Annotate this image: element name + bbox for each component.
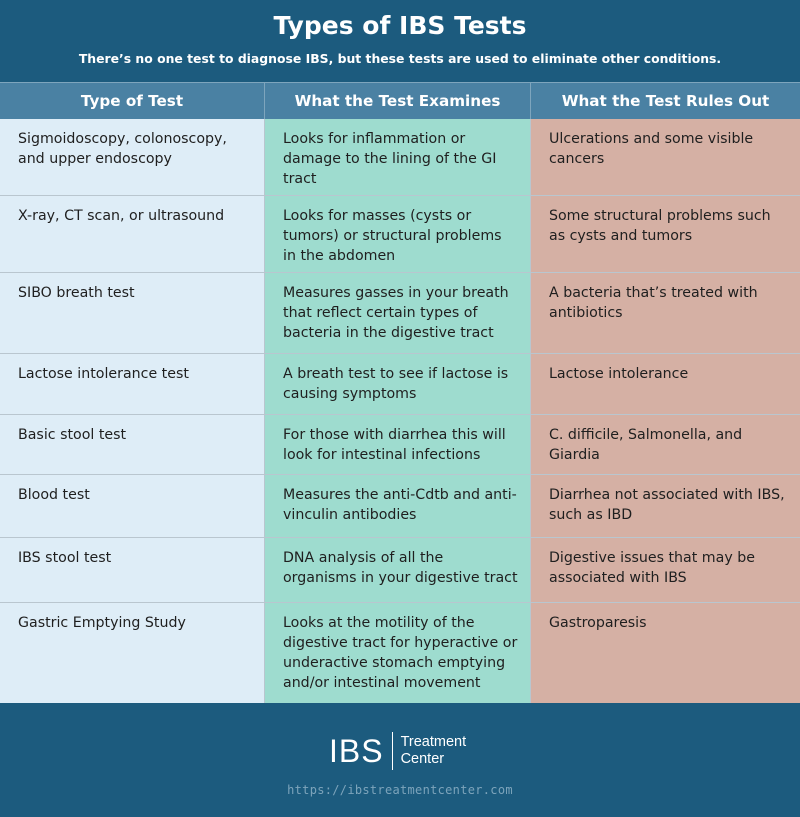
examines-cell: DNA analysis of all the organisms in your digestive tract bbox=[265, 538, 531, 602]
logo-line-treatment: Treatment bbox=[400, 734, 467, 750]
table-row bbox=[0, 196, 800, 273]
table-row bbox=[0, 273, 800, 354]
examines-cell: A breath test to see if lactose is causing symptoms bbox=[265, 354, 531, 414]
test-type-cell: IBS stool test bbox=[0, 538, 265, 602]
table-row bbox=[0, 475, 800, 538]
rules-out-cell: Diarrhea not associated with IBS, such as IBD bbox=[531, 475, 800, 537]
column-header-type: Type of Test bbox=[0, 83, 265, 119]
table-row bbox=[0, 415, 800, 475]
table-row bbox=[0, 354, 800, 415]
rules-out-cell: A bacteria that’s treated with antibiotics bbox=[531, 273, 800, 353]
footer bbox=[0, 703, 800, 817]
table-header-row bbox=[0, 82, 800, 119]
examines-cell: Measures gasses in your breath that reflect certain types of bacteria in the digestive tract bbox=[265, 273, 531, 353]
examines-cell: For those with diarrhea this will look for intestinal infections bbox=[265, 415, 531, 474]
logo-line-center: Center bbox=[400, 751, 445, 767]
ibs-treatment-center-logo bbox=[329, 731, 466, 771]
logo-ibs-text: IBS bbox=[329, 733, 384, 769]
rules-out-cell: Lactose intolerance bbox=[531, 354, 800, 414]
rules-out-cell: Gastroparesis bbox=[531, 603, 800, 703]
test-type-cell: Blood test bbox=[0, 475, 265, 537]
examines-cell: Looks for inflammation or damage to the lining of the GI tract bbox=[265, 119, 531, 195]
test-type-cell: Lactose intolerance test bbox=[0, 354, 265, 414]
test-type-cell: Sigmoidoscopy, colonoscopy, and upper endoscopy bbox=[0, 119, 265, 195]
website-url: https://ibstreatmentcenter.com bbox=[287, 783, 513, 797]
logo-subtext bbox=[401, 734, 467, 768]
table-row bbox=[0, 119, 800, 196]
logo-divider bbox=[392, 732, 393, 770]
column-header-rules-out: What the Test Rules Out bbox=[561, 92, 770, 110]
page-subtitle: There’s no one test to diagnose IBS, but these tests are used to eliminate other conditions. bbox=[78, 51, 722, 66]
table-row bbox=[0, 538, 800, 603]
examines-cell: Measures the anti-Cdtb and anti-vinculin antibodies bbox=[265, 475, 531, 537]
rules-out-cell: C. difficile, Salmonella, and Giardia bbox=[531, 415, 800, 474]
test-type-cell: Gastric Emptying Study bbox=[0, 603, 265, 703]
test-type-cell: SIBO breath test bbox=[0, 273, 265, 353]
rules-out-cell: Ulcerations and some visible cancers bbox=[531, 119, 800, 195]
examines-cell: Looks at the motility of the digestive tract for hyperactive or underactive stomach emptying and/or intestinal movement bbox=[265, 603, 531, 703]
test-type-cell: X-ray, CT scan, or ultrasound bbox=[0, 196, 265, 272]
rules-out-cell: Digestive issues that may be associated with IBS bbox=[531, 538, 800, 602]
page-title: Types of IBS Tests bbox=[273, 11, 527, 40]
rules-out-cell: Some structural problems such as cysts and tumors bbox=[531, 196, 800, 272]
tests-table bbox=[0, 82, 800, 703]
column-header-examines: What the Test Examines bbox=[265, 83, 531, 119]
test-type-cell: Basic stool test bbox=[0, 415, 265, 474]
table-row bbox=[0, 603, 800, 703]
examines-cell: Looks for masses (cysts or tumors) or structural problems in the abdomen bbox=[265, 196, 531, 272]
header bbox=[0, 0, 800, 82]
